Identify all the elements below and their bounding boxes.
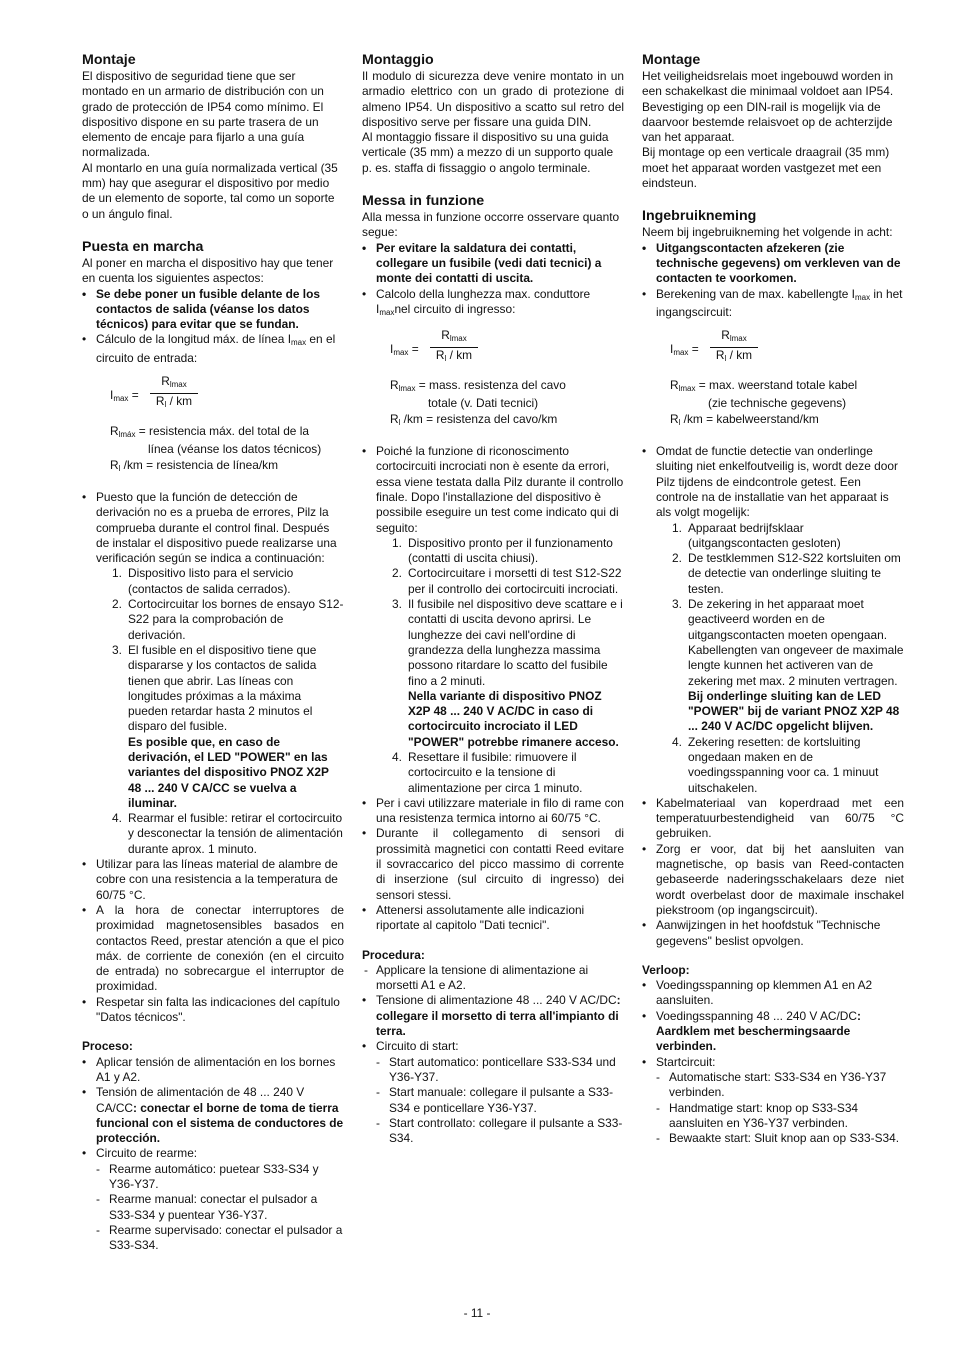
dash-item: - Applicare la tensione di alimentazione ai morsetti A1 e A2. bbox=[362, 963, 624, 994]
dash-item: - Bewaakte start: Sluit knop aan op S33-S34. bbox=[642, 1131, 904, 1146]
bullet-item: • Zorg er voor, dat bij het aansluiten van magnetische, op basis van Reed-contacten gebaseerde naderingsschakelaars deze niet wordt overbelast door de maximale inschakel piekstroom (op ingangscircuit). bbox=[642, 842, 904, 918]
bullet-item: • Per evitare la saldatura dei contatti, collegare un fusibile (vedi dati tecnici) a monte dei contatti di uscita. bbox=[362, 241, 624, 287]
formula: $I_{max}$ = $R_{lmax}$ $R_l$ / km bbox=[390, 328, 624, 378]
paragraph: Het veiligheidsrelais moet ingebouwd worden in een schakelkast die minimaal voldoet aan IP54. Bevestiging op een DIN-rail is mogelijk via de daarvoor bestemde relaisvoet op de achterzijde van het apparaat. bbox=[642, 69, 894, 145]
paragraph: El dispositivo de seguridad tiene que ser montado en un armario de distribución con un grado de protección de IP54 como mínimo. El dispositivo dispone en su parte trasera de un elemento de encaje para fijarlo a una guía normalizada. bbox=[82, 69, 324, 160]
numbered-item: 2. Cortocircuitare i morsetti di test S12-S22 per il controllo dei cortocircuiti incrociati. bbox=[392, 566, 622, 596]
dash-item: - Start automatico: ponticellare S33-S34 und Y36-Y37. bbox=[362, 1055, 624, 1086]
dash-item: - Handmatige start: knop op S33-S34 aansluiten en Y36-Y37 verbinden. bbox=[642, 1101, 904, 1132]
formula: $I_{max}$ = $R_{lmax}$ $R_l$ / km bbox=[670, 328, 904, 378]
bullet-item: • Voedingsspanning op klemmen A1 en A2 aansluiten. bbox=[642, 978, 904, 1009]
bullet-item: • Circuito di start: bbox=[362, 1039, 624, 1054]
bullet-item: • Tensione di alimentazione 48 ... 240 V AC/DC: collegare il morsetto di terra all'impianto di terra. bbox=[362, 993, 624, 1039]
numbered-item: 4. Zekering resetten: de kortsluiting ongedaan maken en de voedingsspanning voor ca. 1 minuut uitschakelen. bbox=[672, 734, 879, 795]
bullet-item: • Calcolo della lunghezza max. conduttore $I_{max}nel$ circuito di ingresso: bbox=[362, 287, 624, 321]
paragraph: Al montaggio fissare il dispositivo su una guida verticale (35 mm) a mezzo di un supporto quale p. es. staffa di fissaggio o angolo terminale. bbox=[362, 130, 614, 175]
bullet-item: • Omdat de functie detectie van onderlinge sluiting niet enkelfoutveilig is, wordt deze door Pilz tijdens de eindcontrole getest. Een controle na de installatie van het apparaat is als volgt mogelijk: bbox=[642, 444, 904, 520]
numbered-item: 2. De testklemmen S12-S22 kortsluiten om de detectie van onderlinge sluiting te testen. bbox=[672, 551, 901, 596]
bullet-item: • Uitgangscontacten afzekeren (zie technische gegevens) om verkleven van de contacten te voorkomen. bbox=[642, 241, 904, 287]
paragraph: Al montarlo en una guía normalizada vertical (35 mm) hay que asegurar el dispositivo por medio de un elemento de soporte, tal como un soporte o un ángulo final. bbox=[82, 160, 338, 221]
bullet-item: • Attenersi assolutamente alle indicazioni riportate al capitolo "Dati tecnici". bbox=[362, 903, 624, 934]
dash-item: - Rearme manual: conectar el pulsador a S33-S34 y puentear Y36-Y37. bbox=[82, 1192, 344, 1223]
heading-proceso: Proceso: bbox=[82, 1039, 133, 1054]
heading-puesta-en-marcha: Puesta en marcha bbox=[82, 238, 204, 255]
bullet-item: • Circuito de rearme: bbox=[82, 1146, 344, 1161]
column-dutch bbox=[642, 52, 904, 1146]
bullet-item: • Tensión de alimentación de 48 ... 240 V CA/CC: conectar el borne de toma de tierra funcional con el sistema de conductores de protección. bbox=[82, 1085, 344, 1146]
heading-ingebruikneming: Ingebruikneming bbox=[642, 208, 757, 225]
numbered-item: 3. De zekering in het apparaat moet geactiveerd worden en de uitgangscontacten moeten opengaan. Kabellengten van ongeveer de maximale lengte kunnen het activeren van de zekering met max. 2 minuten vertragen. bbox=[672, 597, 904, 688]
column-spanish bbox=[82, 52, 344, 1253]
bullet-item: • Utilizar para las líneas material de alambre de cobre con una resistencia a la temperatura de 60/75 °C. bbox=[82, 857, 344, 903]
heading-verloop: Verloop: bbox=[642, 962, 690, 977]
heading-montaje: Montaje bbox=[82, 52, 136, 68]
paragraph: Il modulo di sicurezza deve venire montato in un armadio elettrico con un grado di protezione di almeno IP54. Un dispositivo a scatto sul retro del dispositivo serve per fissare una guida DIN. bbox=[362, 69, 624, 129]
numbered-item-note: Es posible que, en caso de derivación, el LED "POWER" en las variantes del dispositivo PNOZ X2P 48 ... 240 V CA/CC se vuelva a iluminar. bbox=[128, 734, 329, 810]
bullet-item: • Aplicar tensión de alimentación en los bornes A1 y A2. bbox=[82, 1055, 344, 1086]
bullet-item: • Cálculo de la longitud máx. de línea $I_{max}$ en el circuito de entrada: bbox=[82, 332, 344, 366]
numbered-item: 1. Apparaat bedrijfsklaar (uitgangscontacten gesloten) bbox=[672, 520, 841, 550]
bullet-item: • Berekening van de max. kabellengte $I_{max}$ in het ingangscircuit: bbox=[642, 287, 904, 321]
heading-procedura: Procedura: bbox=[362, 947, 425, 962]
numbered-item-note: Nella variante di dispositivo PNOZ X2P 48 ... 240 V AC/DC in caso di cortocircuito incrociato il LED "POWER" potrebbe rimanere acceso. bbox=[408, 688, 619, 749]
dash-item: - Start manuale: collegare il pulsante a S33-S34 e ponticellare Y36-Y37. bbox=[362, 1085, 624, 1116]
bullet-item: • Kabelmateriaal van koperdraad met een temperatuurbestendigheid van 60/75 °C gebruiken. bbox=[642, 796, 904, 842]
bullet-item: • Startcircuit: bbox=[642, 1055, 904, 1070]
heading-montage: Montage bbox=[642, 52, 701, 68]
bullet-item: • Aanwijzingen in het hoofdstuk "Technische gegevens" beslist opvolgen. bbox=[642, 918, 904, 949]
dash-item: - Rearme supervisado: conectar el pulsador a S33-S34. bbox=[82, 1223, 344, 1254]
bullet-item: • Per i cavi utilizzare materiale in filo di rame con una resistenza termica intorno ai 60/75 °C. bbox=[362, 796, 624, 827]
bullet-item: • Durante il collegamento di sensori di prossimità magnetici con contatti Reed evitare il sovraccarico del picco massimo di corrente di inserzione (sul circuito di ingresso) dei sensori stessi. bbox=[362, 826, 624, 902]
numbered-item-note: Bij onderlinge sluiting kan de LED "POWER" bij de variant PNOZ X2P 48 ... 240 V AC/DC opgelicht blijven. bbox=[688, 688, 900, 734]
dash-item: - Automatische start: S33-S34 en Y36-Y37 verbinden. bbox=[642, 1070, 904, 1101]
formula-definitions: $R_{lmáx}$ = resistencia máx. del total de la línea (véanse los datos técnicos) $R_l$ /km = resistencia de línea/km bbox=[110, 424, 322, 473]
formula-definitions: $R_{lmax}$ = mass. resistenza del cavo totale (v. Dati tecnici) $R_l$ /km = resistenza del cavo/km bbox=[390, 378, 566, 427]
numbered-item: 3. Il fusibile nel dispositivo deve scattare e i contatti di uscita devono aprirsi. Le lunghezze dei cavi nell'ordine di grandezza della lunghezza massima possono ritardare lo scatto del fusibile fino a 2 minuti. bbox=[392, 597, 623, 688]
numbered-item: 4. Resettare il fusibile: rimuovere il cortocircuito e la tensione di alimentazione per circa 1 minuto. bbox=[392, 749, 583, 795]
bullet-item: • Se debe poner un fusible delante de los contactos de salida (véanse los datos técnicos) para evitar que se fundan. bbox=[82, 287, 344, 333]
formula: $I_{max}$ = $R_{lmax}$ $R_l$ / km bbox=[110, 374, 344, 424]
paragraph: Neem bij ingebruikneming het volgende in acht: bbox=[642, 225, 893, 240]
numbered-item: 1. Dispositivo pronto per il funzionamento (contatti di uscita chiusi). bbox=[392, 535, 613, 566]
paragraph: Bij montage op een verticale draagrail (35 mm) moet het apparaat worden vastgezet met een eindsteun. bbox=[642, 145, 890, 191]
dash-item: - Rearme automático: puetear S33-S34 y Y36-Y37. bbox=[82, 1162, 344, 1193]
numbered-item: 4. Rearmar el fusible: retirar el cortocircuito y desconectar la tensión de alimentación durante aprox. 1 minuto. bbox=[112, 811, 343, 856]
formula-definitions: $R_{lmax} = \max$. weerstand totale kabel (zie technische gegevens) $R_l$ /km = kabelweerstand/km bbox=[670, 378, 858, 427]
paragraph: Alla messa in funzione occorre osservare quanto segue: bbox=[362, 210, 620, 240]
numbered-item: 2. Cortocircuitar los bornes de ensayo S12-S22 para la comprobación de derivación. bbox=[112, 597, 344, 642]
bullet-item: • Voedingsspanning 48 ... 240 V AC/DC: Aardklem met beschermingsaarde verbinden. bbox=[642, 1009, 904, 1055]
bullet-item: • Respetar sin falta las indicaciones del capítulo "Datos técnicos". bbox=[82, 995, 344, 1026]
paragraph: Al poner en marcha el dispositivo hay que tener en cuenta los siguientes aspectos: bbox=[82, 255, 334, 286]
heading-montaggio: Montaggio bbox=[362, 52, 434, 68]
heading-messa-in-funzione: Messa in funzione bbox=[362, 193, 485, 210]
bullet-item: • A la hora de conectar interruptores de proximidad magnetosensibles basados en contactos Reed, prestar atención a que el pico máx. de corriente de conexión (en el circuito de entrada) no sobrecargue el interruptor de proximidad. bbox=[82, 903, 344, 995]
page-number: - 11 - bbox=[463, 1306, 491, 1320]
bullet-item: • Puesto que la función de detección de derivación no es a prueba de errores, Pilz la comprueba durante el control final. Después de instalar el dispositivo puede realizarse una verificación según se indica a continuación: bbox=[82, 490, 344, 566]
numbered-item: 1. Dispositivo listo para el servicio (contactos de salida cerrados). bbox=[112, 566, 294, 596]
bullet-item: • Poiché la funzione di riconoscimento cortocircuiti incrociati non è esente da errori, essa viene testata dalla Pilz durante il controllo finale. Dopo l'installazione del dispositivo è possibile eseguire un test come indicato qui di seguito: bbox=[362, 444, 624, 536]
column-italian bbox=[362, 52, 624, 1146]
numbered-item: 3. El fusible en el dispositivo tiene que dispararse y los contactos de salida tienen que abrir. Las líneas con longitudes próximas a la máxima pueden retardar hasta 2 minutos el disparo del fusible. bbox=[112, 642, 317, 734]
dash-item: - Start controllato: collegare il pulsante a S33-S34. bbox=[362, 1116, 624, 1147]
